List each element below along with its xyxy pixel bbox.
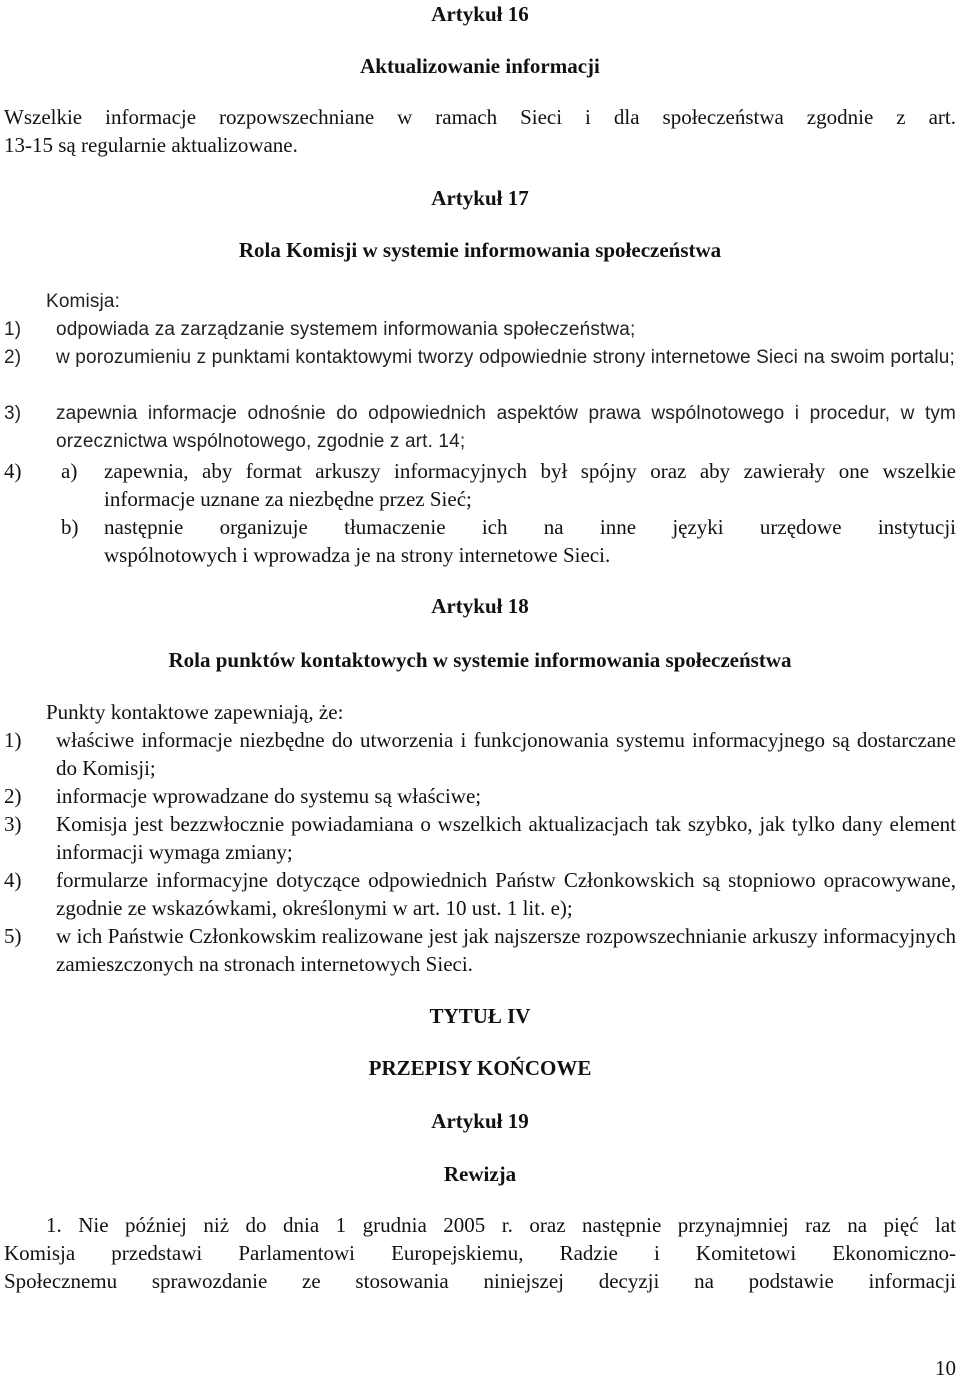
- art17-intro: Komisja:: [46, 291, 121, 312]
- list-text: zapewnia informacje odnośnie do odpowiednich aspektów prawa wspólnotowego i procedur, w tym orzecznictwa wspólnotowego, zgodnie z art. 14;: [56, 403, 956, 452]
- art16-title: Aktualizowanie informacji: [360, 54, 600, 78]
- list-text: właściwe informacje niezbędne do utworzenia i funkcjonowania systemu informacyjnego są dostarczane do Komisji;: [56, 728, 956, 780]
- list-number: 3): [4, 812, 22, 836]
- art19-para-line3: Społecznemu sprawozdanie ze stosowania niniejszej decyzji na podstawie informacji: [4, 1269, 956, 1293]
- sub-text: zapewnia, aby format arkuszy informacyjnych był spójny oraz aby zawierały one wszelkie informacje uznane za niezbędne przez Sieć;: [104, 459, 956, 511]
- list-number: 2): [4, 784, 22, 808]
- art18-item-2: [4, 782, 956, 810]
- art17-title: Rola Komisji w systemie informowania społeczeństwa: [238, 238, 722, 262]
- art17-item-2: [4, 344, 956, 372]
- art18-intro: Punkty kontaktowe zapewniają, że:: [46, 700, 344, 724]
- list-number: 5): [4, 924, 22, 948]
- list-text: w porozumieniu z punktami kontaktowymi tworzy odpowiednie strony internetowe Sieci na swoim portalu;: [56, 347, 955, 368]
- title4-heading: TYTUŁ IV: [429, 1004, 531, 1028]
- art18-heading: Artykuł 18: [431, 594, 529, 618]
- list-text: informacje wprowadzane do systemu są właściwe;: [56, 784, 482, 808]
- art17-item-4a: [4, 457, 956, 513]
- art16-heading: Artykuł 16: [431, 2, 529, 26]
- title4-title: PRZEPISY KOŃCOWE: [368, 1056, 592, 1080]
- art16-paragraph-line2: 13-15 są regularnie aktualizowane.: [4, 133, 298, 157]
- list-number: 4): [4, 459, 22, 483]
- art18-item-5: [4, 922, 956, 978]
- art17-item-4: [4, 457, 956, 569]
- art17-heading: Artykuł 17: [431, 186, 529, 210]
- art19-para-line2: Komisja przedstawi Parlamentowi Europejskiemu, Radzie i Komitetowi Ekonomiczno-: [4, 1241, 956, 1265]
- art19-heading: Artykuł 19: [431, 1109, 529, 1133]
- list-number: 2): [4, 347, 22, 368]
- list-number: 3): [4, 403, 22, 424]
- list-text: formularze informacyjne dotyczące odpowiednich Państw Członkowskich są stopniowo opracowywane, zgodnie ze wskazówkami, określonymi w art. 10 ust. 1 lit. e);: [56, 868, 956, 920]
- sub-letter: a): [61, 459, 78, 483]
- art18-item-1: [4, 726, 956, 782]
- art18-item-4: [4, 866, 956, 922]
- page-number: 10: [935, 1356, 956, 1380]
- art17-item-3: [4, 400, 956, 456]
- art18-title: Rola punktów kontaktowych w systemie informowania społeczeństwa: [168, 648, 792, 672]
- art17-item-1: [4, 316, 956, 344]
- list-number: 1): [4, 319, 22, 340]
- sub-text-line2: wspólnotowych i wprowadza je na strony internetowe Sieci.: [104, 543, 611, 567]
- list-text: Komisja jest bezzwłocznie powiadamiana o wszelkich aktualizacjach tak szybko, jak tylko dany element informacji wymaga zmiany;: [56, 812, 956, 864]
- list-text: odpowiada za zarządzanie systemem informowania społeczeństwa;: [56, 319, 636, 340]
- list-number: 1): [4, 728, 22, 752]
- list-number: 4): [4, 868, 22, 892]
- art19-title: Rewizja: [443, 1162, 517, 1186]
- sub-text-line1: następnie organizuje tłumaczenie ich na inne języki urzędowe instytucji: [104, 515, 956, 539]
- art19-para-line1: 1. Nie później niż do dnia 1 grudnia 2005 r. oraz następnie przynajmniej raz na pięć lat: [46, 1213, 956, 1237]
- sub-letter: b): [61, 515, 79, 539]
- art18-item-3: [4, 810, 956, 866]
- art17-item-4b: [4, 513, 956, 569]
- art16-paragraph-line1: Wszelkie informacje rozpowszechniane w ramach Sieci i dla społeczeństwa zgodnie z art.: [4, 105, 956, 129]
- list-text: w ich Państwie Członkowskim realizowane jest jak najszersze rozpowszechnianie arkuszy informacyjnych zamieszczonych na stronach internetowych Sieci.: [56, 924, 956, 976]
